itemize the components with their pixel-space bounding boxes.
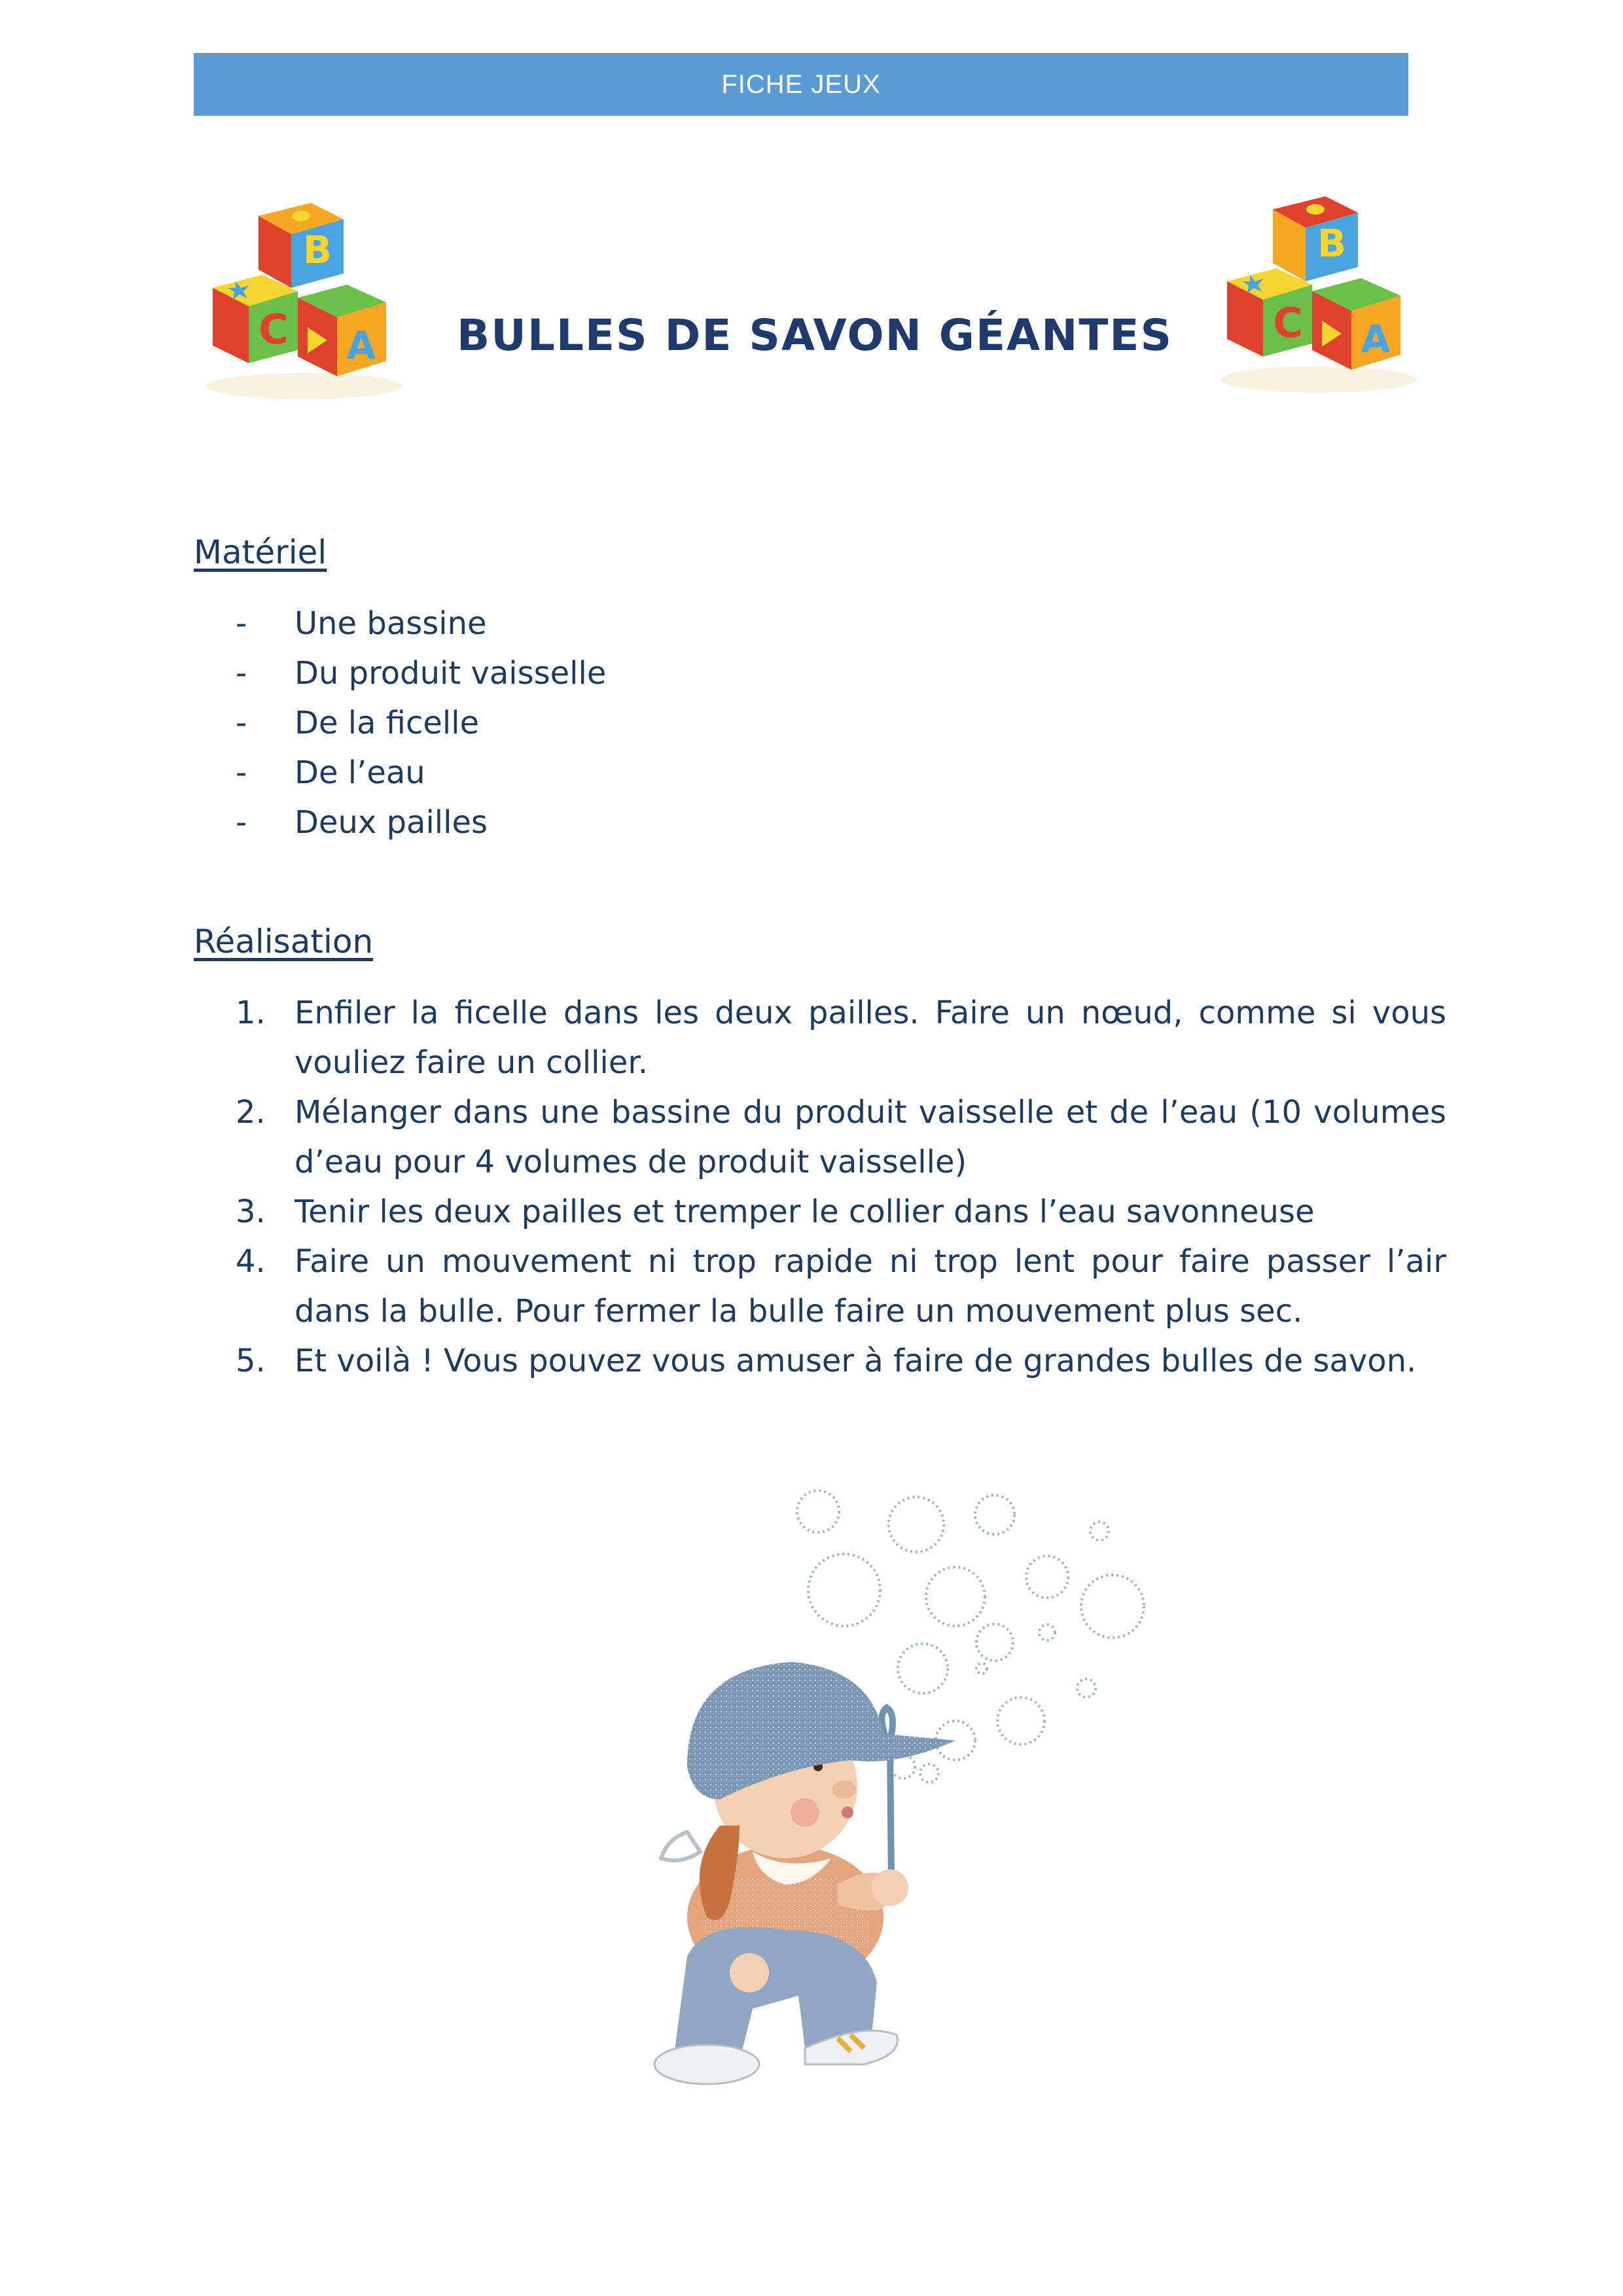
material-item: Deux pailles xyxy=(294,804,488,841)
list-item xyxy=(236,988,1446,1087)
block-letter-c: C xyxy=(259,306,289,353)
list-item xyxy=(236,648,606,698)
step-text: Mélanger dans une bassine du produit vaisselle et de l’eau (10 volumes d’eau pour 4 volumes de produit vaisselle) xyxy=(294,1094,1446,1180)
step-number: 5. xyxy=(236,1343,266,1379)
list-item xyxy=(236,798,606,847)
materials-list xyxy=(236,599,606,847)
block-letter-a: A xyxy=(346,323,376,368)
step-text: Tenir les deux pailles et tremper le collier dans l’eau savonneuse xyxy=(294,1193,1315,1230)
list-item xyxy=(236,748,606,798)
step-number: 4. xyxy=(236,1243,266,1280)
steps-list xyxy=(236,988,1446,1386)
header-bar xyxy=(194,53,1408,116)
material-item: Du produit vaisselle xyxy=(294,655,607,692)
step-number: 3. xyxy=(236,1193,266,1230)
list-item xyxy=(236,698,606,748)
abc-blocks-icon xyxy=(1211,183,1427,399)
step-number: 1. xyxy=(236,995,266,1031)
realisation-heading: Réalisation xyxy=(194,923,374,961)
child-blowing-bubbles-illustration xyxy=(589,1459,1191,2087)
material-item: Une bassine xyxy=(294,605,487,642)
step-text: Et voilà ! Vous pouvez vous amuser à faire de grandes bulles de savon. xyxy=(294,1343,1417,1379)
list-item xyxy=(236,1187,1446,1237)
block-letter-b: B xyxy=(1317,221,1347,266)
list-item xyxy=(236,1087,1446,1187)
material-item: De la ficelle xyxy=(294,705,480,741)
list-bullet: - xyxy=(236,605,247,642)
list-item xyxy=(236,1336,1446,1386)
list-item xyxy=(236,1237,1446,1336)
page-title: BULLES DE SAVON GÉANTES xyxy=(456,310,1173,361)
block-letter-a: A xyxy=(1361,317,1391,361)
list-bullet: - xyxy=(236,655,247,692)
materiel-heading: Matériel xyxy=(194,533,327,571)
list-item xyxy=(236,599,606,648)
header-label: FICHE JEUX xyxy=(721,69,881,99)
list-bullet: - xyxy=(236,754,247,791)
list-bullet: - xyxy=(236,705,247,741)
block-letter-c: C xyxy=(1273,299,1303,347)
step-text: Faire un mouvement ni trop rapide ni trop lent pour faire passer l’air dans la bulle. Pour fermer la bulle faire un mouvement plus sec. xyxy=(294,1243,1446,1330)
material-item: De l’eau xyxy=(294,754,425,791)
block-letter-b: B xyxy=(302,228,332,272)
step-number: 2. xyxy=(236,1094,266,1131)
abc-blocks-icon xyxy=(196,190,412,406)
list-bullet: - xyxy=(236,804,247,841)
step-text: Enfiler la ficelle dans les deux pailles. Faire un nœud, comme si vous vouliez faire un collier. xyxy=(294,995,1446,1081)
